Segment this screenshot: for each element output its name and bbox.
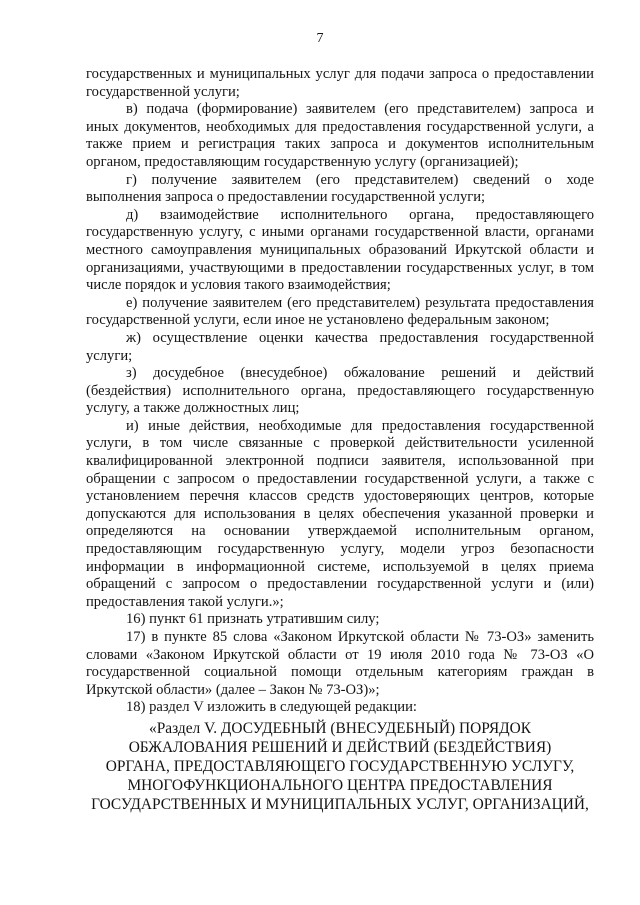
paragraph-zh: ж) осуществление оценки качества предоставления государственной услуги; [86,329,594,364]
paragraph-z: з) досудебное (внесудебное) обжалование решений и действий (бездействия) исполнительного органа, предоставляющего государственную услугу, а также должностных лиц; [86,365,594,417]
paragraph-item-18: 18) раздел V изложить в следующей редакции: [126,699,417,716]
paragraph-i: и) иные действия, необходимые для предоставления государственной услуги, в том числе связанные с проверкой действительности усиленной квалифицированной электронной подписи заявителя, использованной при обращении с запросом о предоставлении государственной услуги, а также с установлением перечня классов средств удостоверяющих центров, которые допускаются для использования в целях обеспечения указанной проверки и определяются на основании утверждаемой исполнительным органом, предоставляющим государственную услугу, модели угроз безопасности информации в информационной системе, используемой в целях приема обращений с запросом о предоставлении государственной услуги и (или) предоставления такой услуги.»; [86,417,594,610]
section-heading-line: МНОГОФУНКЦИОНАЛЬНОГО ЦЕНТРА ПРЕДОСТАВЛЕНИЯ [127,776,553,794]
paragraph-item-16: 16) пункт 61 признать утратившим силу; [126,611,380,628]
paragraph-g: г) получение заявителем (его представителем) сведений о ходе выполнения запроса о предоставлении государственной услуги; [86,171,594,206]
section-heading-line: ГОСУДАРСТВЕННЫХ И МУНИЦИПАЛЬНЫХ УСЛУГ, ОРГАНИЗАЦИЙ, [91,795,589,813]
paragraph-item-17: 17) в пункте 85 слова «Законом Иркутской области № 73-ОЗ» заменить словами «Законом Иркутской области от 19 июля 2010 года № 73-ОЗ «О государственной социальной помощи отдельным категориям граждан в Иркутской области» (далее – Закон № 73-ОЗ)»; [86,629,594,698]
paragraph-e: е) получение заявителем (его представителем) результата предоставления государственной услуги, если иное не установлено федеральным законом; [86,294,594,329]
paragraph-d: д) взаимодействие исполнительного органа, предоставляющего государственную услугу, с иными органами государственной власти, органами местного самоуправления муниципальных образований Иркутской области и организациями, участвующими в предоставлении государственных услуг, в том числе порядок и условия такого взаимодействия; [86,206,594,294]
section-heading-line: «Раздел V. ДОСУДЕБНЫЙ (ВНЕСУДЕБНЫЙ) ПОРЯДОК [149,719,531,737]
section-heading [86,719,594,814]
document-body [86,66,594,814]
section-heading-line: ОРГАНА, ПРЕДОСТАВЛЯЮЩЕГО ГОСУДАРСТВЕННУЮ УСЛУГУ, [105,757,575,775]
paragraph-continuation: государственных и муниципальных услуг для подачи запроса о предоставлении государственной услуги; [86,66,594,100]
section-heading-line: ОБЖАЛОВАНИЯ РЕШЕНИЙ И ДЕЙСТВИЙ (БЕЗДЕЙСТВИЯ) [128,738,552,756]
page-number: 7 [316,31,324,46]
paragraph-v: в) подача (формирование) заявителем (его представителем) запроса и иных документов, необходимых для предоставления государственной услуги, а также прием и регистрация таких запроса и документов исполнительным органом, предоставляющим государственную услугу (организацией); [86,101,594,170]
